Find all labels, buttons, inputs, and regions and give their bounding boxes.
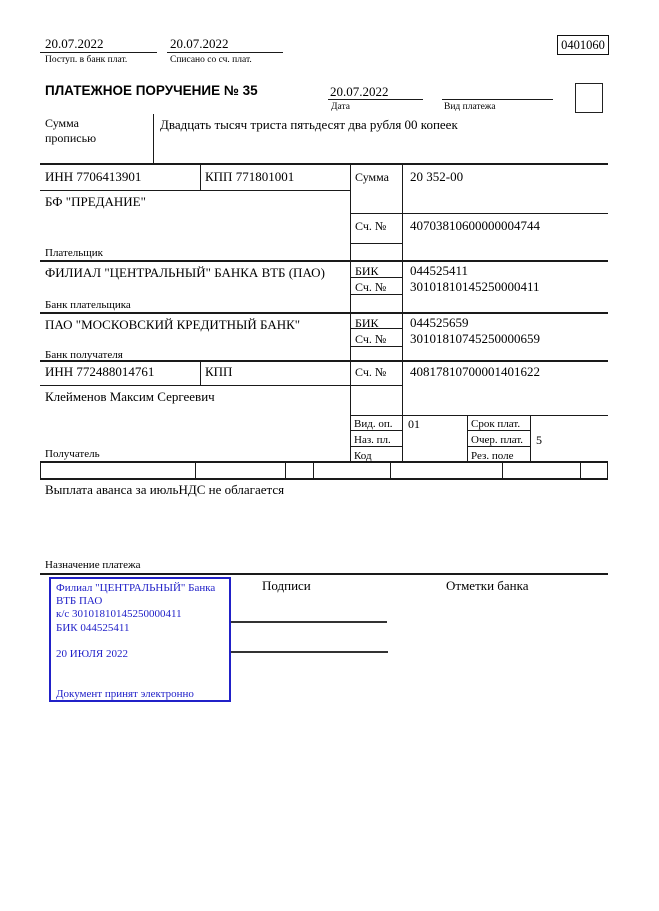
payee-section-label: Получатель — [45, 448, 100, 460]
payer-bank-account-label: Сч. № — [355, 280, 387, 294]
rule — [167, 52, 283, 53]
grid-line — [40, 461, 608, 463]
signatures-label: Подписи — [262, 578, 311, 593]
document-title: ПЛАТЕЖНОЕ ПОРУЧЕНИЕ № 35 — [45, 83, 258, 98]
bank-marks-label: Отметки банка — [446, 578, 529, 593]
priority-label: Очер. плат. — [471, 434, 524, 446]
payer-bank-account: 30101810145250000411 — [410, 279, 540, 294]
received-in-bank-label: Поступ. в банк плат. — [45, 55, 128, 65]
amount-label: Сумма — [355, 170, 389, 184]
priority-value: 5 — [536, 433, 542, 447]
reserve-field-label: Рез. поле — [471, 450, 514, 462]
grid-line — [200, 360, 201, 385]
payee-name: Клейменов Максим Сергеевич — [45, 389, 215, 404]
op-kind-value: 01 — [408, 417, 420, 431]
grid-line — [390, 461, 391, 478]
payee-inn: ИНН 772488014761 — [45, 364, 155, 379]
payee-kpp-label: КПП — [205, 364, 233, 379]
payer-bank-bik-label: БИК — [355, 264, 379, 278]
stamp-line: к/с 30101810145250000411 — [56, 608, 182, 621]
rule — [328, 99, 423, 100]
grid-line — [40, 461, 41, 478]
stamp-line: ВТБ ПАО — [56, 595, 103, 608]
stamp-line: Филиал "ЦЕНТРАЛЬНЫЙ" Банка — [56, 582, 216, 594]
payer-account: 40703810600000004744 — [410, 218, 540, 233]
document-date: 20.07.2022 — [330, 84, 389, 99]
payee-account: 40817810700001401622 — [410, 364, 540, 379]
payer-kpp: КПП 771801001 — [205, 169, 295, 184]
signature-line — [229, 621, 387, 623]
purpose-code-label: Наз. пл. — [354, 434, 391, 446]
payment-purpose-label: Назначение платежа — [45, 559, 141, 571]
grid-line — [350, 415, 608, 416]
payer-section-label: Плательщик — [45, 247, 103, 259]
rule — [40, 52, 157, 53]
amount-in-words-label: Сумма прописью — [45, 116, 97, 145]
grid-line — [40, 312, 608, 314]
payee-bank-bik-label: БИК — [355, 316, 379, 330]
payer-name: БФ "ПРЕДАНИЕ" — [45, 194, 146, 209]
grid-line — [350, 213, 608, 214]
grid-line — [200, 163, 201, 190]
grid-line — [530, 415, 531, 461]
grid-line — [402, 163, 403, 461]
received-in-bank-date: 20.07.2022 — [45, 36, 104, 51]
amount-in-words-value: Двадцать тысяч триста пятьдесят два рубля 00 копеек — [160, 117, 458, 132]
date-label: Дата — [331, 102, 350, 112]
bank-stamp — [49, 577, 231, 702]
payee-bank-section-label: Банк получателя — [45, 349, 123, 361]
payer-bank-name: ФИЛИАЛ "ЦЕНТРАЛЬНЫЙ" БАНКА ВТБ (ПАО) — [45, 265, 325, 280]
payee-bank-name: ПАО "МОСКОВСКИЙ КРЕДИТНЫЙ БАНК" — [45, 317, 301, 332]
payee-account-label: Сч. № — [355, 365, 387, 379]
payment-purpose-text: Выплата аванса за июльНДС не облагается — [45, 482, 285, 497]
rule — [442, 99, 553, 100]
payer-inn: ИНН 7706413901 — [45, 169, 142, 184]
payee-bank-bik: 044525659 — [410, 315, 469, 330]
grid-line — [40, 385, 402, 386]
grid-line — [40, 190, 350, 191]
grid-line — [607, 461, 608, 478]
payer-account-label: Сч. № — [355, 219, 387, 233]
stamp-line — [56, 635, 224, 648]
due-date-label: Срок плат. — [471, 418, 521, 430]
stamp-line: 20 ИЮЛЯ 2022 — [56, 647, 128, 660]
grid-line — [467, 415, 468, 461]
debited-from-account-label: Списано со сч. плат. — [170, 55, 252, 65]
payee-bank-account: 30101810745250000659 — [410, 331, 540, 346]
amount-value: 20 352-00 — [410, 169, 464, 184]
payee-bank-account-label: Сч. № — [355, 332, 387, 346]
grid-line — [285, 461, 286, 478]
grid-line — [502, 461, 503, 478]
grid-line — [350, 163, 351, 461]
grid-line — [580, 461, 581, 478]
payment-kind-box — [575, 83, 603, 113]
grid-line — [153, 114, 154, 163]
payer-bank-bik: 044525411 — [410, 263, 469, 278]
debited-from-account-date: 20.07.2022 — [170, 36, 229, 51]
grid-line — [40, 478, 608, 480]
grid-line — [350, 294, 402, 295]
payment-kind-label: Вид платежа — [444, 102, 496, 112]
payer-bank-section-label: Банк плательщика — [45, 299, 131, 311]
grid-line — [195, 461, 196, 478]
stamp-line: Документ принят электронно — [56, 687, 194, 700]
signature-line — [229, 651, 388, 653]
grid-line — [40, 360, 608, 362]
grid-line — [40, 260, 608, 262]
payment-table — [40, 163, 608, 478]
op-kind-label: Вид. оп. — [354, 418, 393, 430]
stamp-line — [56, 674, 224, 687]
stamp-line — [56, 661, 224, 674]
grid-line — [350, 346, 402, 347]
grid-line — [313, 461, 314, 478]
form-code-box: 0401060 — [557, 35, 609, 55]
stamp-line: БИК 044525411 — [56, 621, 130, 634]
rule — [40, 573, 608, 575]
grid-line — [40, 163, 608, 165]
code-label: Код — [354, 450, 372, 462]
grid-line — [350, 243, 402, 244]
